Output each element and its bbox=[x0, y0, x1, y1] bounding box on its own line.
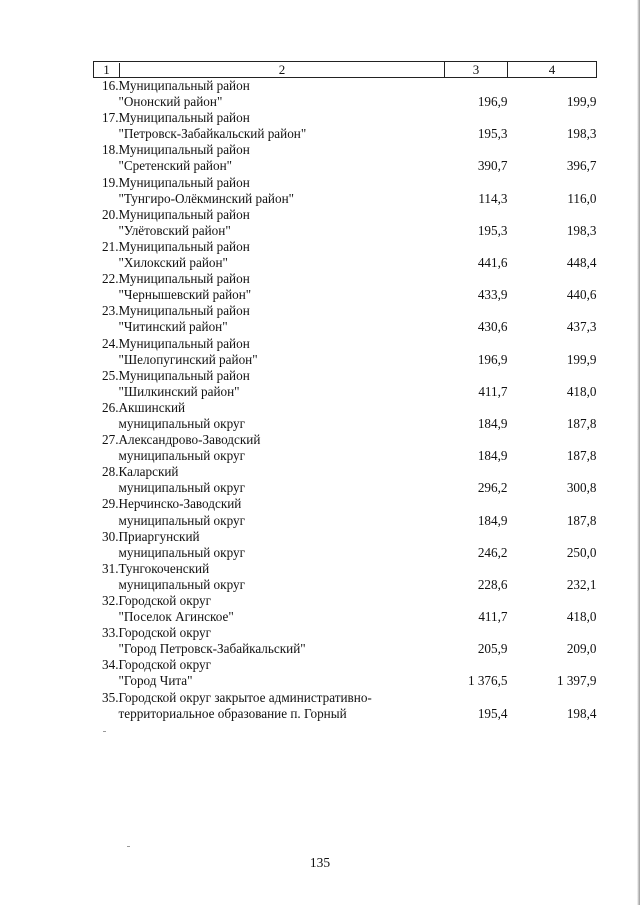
value-column-3: 196,9 bbox=[477, 94, 508, 110]
value-column-3: 195,3 bbox=[477, 222, 508, 238]
municipality-name-line1: Городской округ закрытое административно- bbox=[118, 689, 372, 705]
scan-speck bbox=[103, 731, 106, 732]
value-column-4: 448,4 bbox=[566, 255, 597, 271]
municipality-name bbox=[119, 464, 445, 496]
municipality-name-line1: Муниципальный район bbox=[118, 367, 250, 383]
table-row bbox=[94, 271, 597, 303]
value-column-4: 300,8 bbox=[566, 480, 597, 496]
table-row bbox=[94, 239, 597, 271]
table-row bbox=[94, 175, 597, 207]
value-column-3: 195,3 bbox=[477, 126, 508, 142]
value-column-3: 205,9 bbox=[477, 641, 508, 657]
row-number: 30. bbox=[102, 528, 119, 544]
municipality-name-line1: Муниципальный район bbox=[118, 206, 250, 222]
municipality-name-line2: "Улётовский район" bbox=[118, 222, 231, 238]
value-column-3: 1 376,5 bbox=[467, 673, 508, 689]
municipality-name bbox=[119, 207, 445, 239]
table-row bbox=[94, 400, 597, 432]
row-number: 24. bbox=[102, 335, 119, 351]
value-column-4: 396,7 bbox=[566, 158, 597, 174]
row-number: 22. bbox=[102, 271, 119, 287]
value-column-3: 430,6 bbox=[477, 319, 508, 335]
municipality-name bbox=[119, 657, 445, 689]
municipality-name-line1: Муниципальный район bbox=[118, 271, 250, 287]
municipality-name-line2: муниципальный округ bbox=[118, 448, 245, 464]
municipality-name bbox=[119, 303, 445, 335]
value-column-4: 437,3 bbox=[566, 319, 597, 335]
value-column-3: 390,7 bbox=[477, 158, 508, 174]
municipality-name-line2: "Город Чита" bbox=[118, 673, 193, 689]
value-column-3: 411,7 bbox=[478, 609, 508, 625]
row-number: 29. bbox=[102, 496, 119, 512]
municipality-name-line1: Муниципальный район bbox=[118, 142, 250, 158]
municipality-name bbox=[119, 78, 445, 111]
municipality-name-line2: "Чернышевский район" bbox=[118, 287, 252, 303]
value-column-4: 418,0 bbox=[566, 383, 597, 399]
row-number: 20. bbox=[102, 206, 119, 222]
table-row bbox=[94, 368, 597, 400]
value-column-3: 441,6 bbox=[477, 255, 508, 271]
municipality-name bbox=[119, 561, 445, 593]
row-number: 33. bbox=[102, 625, 119, 641]
municipality-name bbox=[119, 110, 445, 142]
table-row bbox=[94, 207, 597, 239]
municipality-name bbox=[119, 175, 445, 207]
municipality-name-line2: муниципальный округ bbox=[118, 480, 245, 496]
row-number: 32. bbox=[102, 593, 119, 608]
municipality-name bbox=[119, 142, 445, 174]
municipality-name-line1: Муниципальный район bbox=[118, 78, 250, 93]
value-column-4: 198,3 bbox=[566, 126, 597, 142]
value-column-4: 187,8 bbox=[566, 448, 597, 464]
row-number: 19. bbox=[102, 174, 119, 190]
table-header bbox=[94, 62, 597, 78]
municipality-name-line2: "Ононский район" bbox=[118, 94, 223, 110]
municipality-name bbox=[119, 432, 445, 464]
value-column-4: 250,0 bbox=[566, 544, 597, 560]
value-column-3: 411,7 bbox=[478, 383, 508, 399]
row-number: 34. bbox=[102, 657, 119, 673]
header-cells-1-2 bbox=[94, 62, 445, 78]
municipality-name-line2: территориальное образование п. Горный bbox=[118, 705, 347, 721]
value-column-3: 195,4 bbox=[477, 705, 508, 721]
municipality-name-line2: "Город Петровск-Забайкальский" bbox=[118, 641, 306, 657]
municipality-name-line2: "Шилкинский район" bbox=[118, 383, 240, 399]
value-column-4: 199,9 bbox=[566, 94, 597, 110]
municipality-name-line2: "Читинский район" bbox=[118, 319, 228, 335]
municipality-name-line1: Приаргунский bbox=[118, 528, 200, 544]
value-column-4: 440,6 bbox=[566, 287, 597, 303]
municipality-name-line1: Городской округ bbox=[118, 657, 212, 673]
table-row bbox=[94, 561, 597, 593]
header-col-4: 4 bbox=[508, 62, 597, 78]
value-column-3: 114,3 bbox=[478, 190, 508, 206]
value-column-4: 116,0 bbox=[567, 190, 597, 206]
municipality-name-line2: "Поселок Агинское" bbox=[118, 609, 234, 625]
municipality-name bbox=[119, 529, 445, 561]
municipality-name-line1: Муниципальный район bbox=[118, 303, 250, 319]
municipality-name-line1: Александрово-Заводский bbox=[118, 432, 261, 448]
municipality-name-line2: муниципальный округ bbox=[118, 544, 245, 560]
value-column-3: 184,9 bbox=[477, 415, 508, 431]
municipality-name-line2: муниципальный округ bbox=[118, 512, 245, 528]
value-column-4: 199,9 bbox=[566, 351, 597, 367]
value-column-4: 232,1 bbox=[566, 576, 597, 592]
table-row bbox=[94, 336, 597, 368]
municipality-name-line1: Городской округ bbox=[118, 625, 212, 641]
header-col-3: 3 bbox=[445, 62, 508, 78]
table-body bbox=[94, 78, 597, 722]
row-number: 18. bbox=[102, 142, 119, 158]
table-row bbox=[94, 690, 597, 722]
municipality-name bbox=[119, 336, 445, 368]
row-number: 26. bbox=[102, 399, 119, 415]
table-row bbox=[94, 657, 597, 689]
municipality-name-line2: муниципальный округ bbox=[118, 576, 245, 592]
table-row bbox=[94, 464, 597, 496]
municipality-name bbox=[119, 400, 445, 432]
table-row bbox=[94, 142, 597, 174]
municipality-name bbox=[119, 239, 445, 271]
row-number: 21. bbox=[102, 238, 119, 254]
row-number: 23. bbox=[102, 303, 119, 319]
table-row bbox=[94, 529, 597, 561]
table-row bbox=[94, 432, 597, 464]
row-number: 31. bbox=[102, 560, 119, 576]
row-number: 27. bbox=[102, 432, 119, 448]
municipality-name-line1: Тунгокоченский bbox=[118, 560, 210, 576]
value-column-3: 196,9 bbox=[477, 351, 508, 367]
table-row bbox=[94, 303, 597, 335]
row-number: 17. bbox=[102, 110, 119, 126]
municipality-name-line1: Каларский bbox=[118, 464, 179, 480]
municipality-name-line1: Муниципальный район bbox=[118, 238, 250, 254]
municipality-name bbox=[119, 625, 445, 657]
row-number: 16. bbox=[102, 78, 119, 93]
table-row bbox=[94, 78, 597, 111]
table-row bbox=[94, 625, 597, 657]
municipality-name bbox=[119, 496, 445, 528]
municipality-name-line1: Муниципальный район bbox=[118, 110, 250, 126]
municipality-name bbox=[119, 690, 445, 722]
table-row bbox=[94, 496, 597, 528]
value-column-4: 1 397,9 bbox=[556, 673, 597, 689]
header-row bbox=[94, 62, 597, 78]
row-number: 28. bbox=[102, 464, 119, 480]
value-column-3: 246,2 bbox=[477, 544, 508, 560]
value-column-4: 418,0 bbox=[566, 609, 597, 625]
value-column-3: 296,2 bbox=[477, 480, 508, 496]
municipality-name-line1: Муниципальный район bbox=[118, 174, 250, 190]
row-number: 25. bbox=[102, 367, 119, 383]
value-column-4: 198,3 bbox=[566, 222, 597, 238]
municipality-name-line1: Нерчинско-Заводский bbox=[118, 496, 242, 512]
budget-table bbox=[93, 61, 597, 722]
header-col-1: 1 bbox=[94, 63, 120, 77]
municipality-name bbox=[119, 271, 445, 303]
page-number: 135 bbox=[309, 855, 331, 870]
value-column-4: 209,0 bbox=[566, 641, 597, 657]
value-column-4: 187,8 bbox=[566, 512, 597, 528]
value-column-3: 184,9 bbox=[477, 512, 508, 528]
municipality-name-line2: "Шелопугинский район" bbox=[118, 351, 258, 367]
municipality-name-line2: муниципальный округ bbox=[118, 415, 245, 431]
municipality-name-line2: "Тунгиро-Олёкминский район" bbox=[118, 190, 295, 206]
municipality-name-line2: "Сретенский район" bbox=[118, 158, 233, 174]
municipality-name-line1: Муниципальный район bbox=[118, 335, 250, 351]
value-column-3: 433,9 bbox=[477, 287, 508, 303]
municipality-name bbox=[119, 368, 445, 400]
table-row bbox=[94, 593, 597, 625]
municipality-name-line2: "Петровск-Забайкальский район" bbox=[118, 126, 307, 142]
municipality-name-line1: Городской округ bbox=[118, 593, 212, 608]
value-column-3: 184,9 bbox=[477, 448, 508, 464]
row-number: 35. bbox=[102, 689, 119, 705]
value-column-4: 198,4 bbox=[566, 705, 597, 721]
value-column-4: 187,8 bbox=[566, 415, 597, 431]
table-row bbox=[94, 110, 597, 142]
value-column-3: 228,6 bbox=[477, 576, 508, 592]
scan-speck bbox=[127, 846, 130, 847]
municipality-name bbox=[119, 593, 445, 625]
header-col-2: 2 bbox=[278, 61, 286, 77]
municipality-name-line2: "Хилокский район" bbox=[118, 255, 228, 271]
municipality-name-line1: Акшинский bbox=[118, 399, 186, 415]
